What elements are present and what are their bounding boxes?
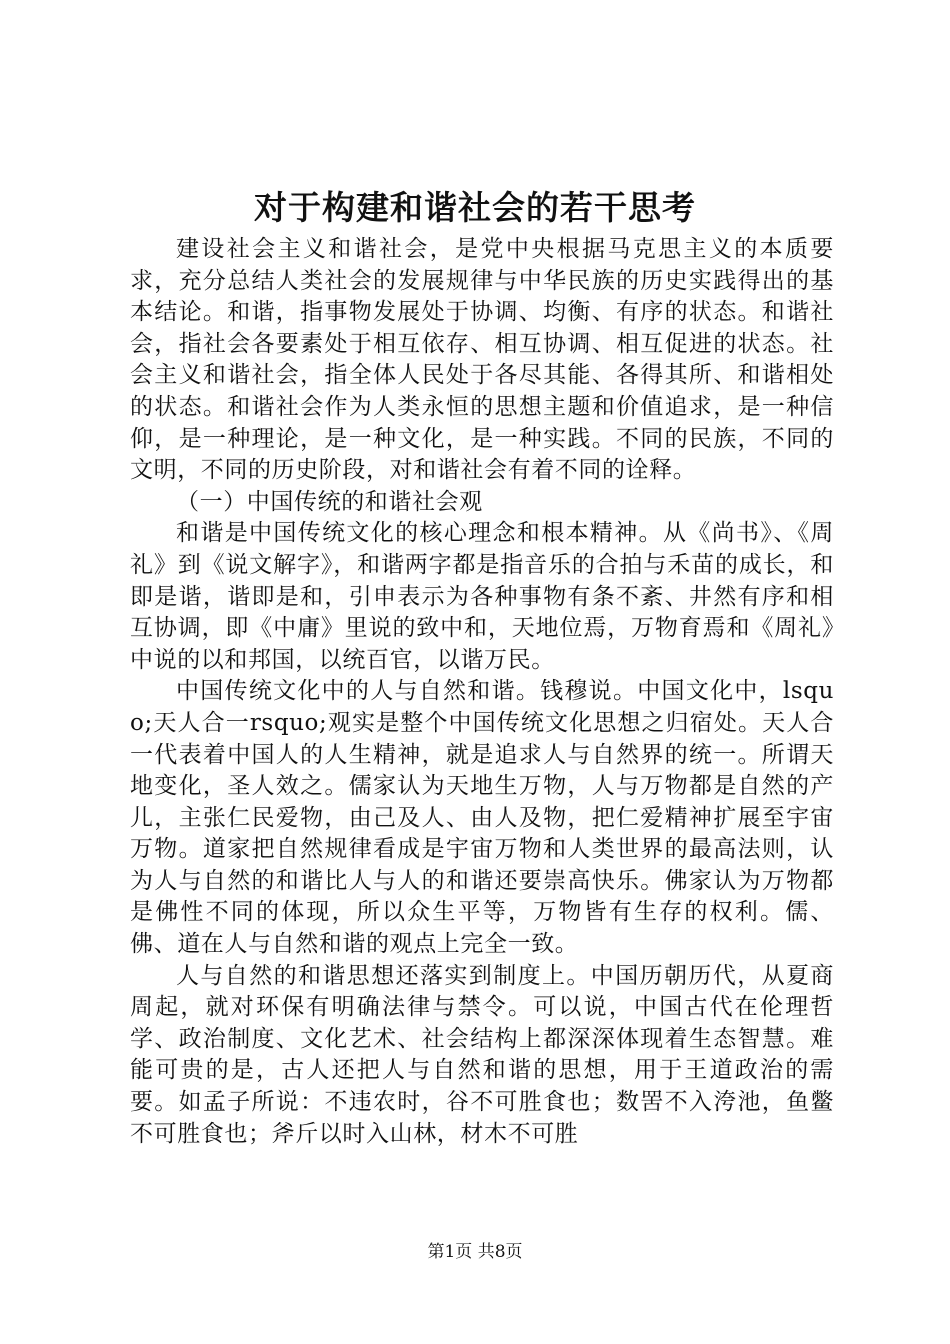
page-number: 第1页 共8页 bbox=[427, 1242, 523, 1262]
paragraph-institutions: 人与自然的和谐思想还落实到制度上。中国历朝历代，从夏商周起，就对环保有明确法律与禁令。可以说，中国古代在伦理哲学、政治制度、文化艺术、社会结构上都深深体现着生态智慧。难能可贵的是，古人还把人与自然和谐的思想，用于王道政治的需要。如孟子所说：不违农时，谷不可胜食也；数罟不入洿池，鱼鳖不可胜食也；斧斤以时入山林，材木不可胜 bbox=[130, 962, 834, 1147]
paragraph-intro: 建设社会主义和谐社会，是党中央根据马克思主义的本质要求，充分总结人类社会的发展规律与中华民族的历史实践得出的基本结论。和谐，指事物发展处于协调、均衡、有序的状态。和谐社会，指社会各要素处于相互依存、相互协调、相互促进的状态。社会主义和谐社会，指全体人民处于各尽其能、各得其所、和谐相处的状态。和谐社会作为人类永恒的思想主题和价值追求，是一种信仰，是一种理论，是一种文化，是一种实践。不同的民族，不同的文明，不同的历史阶段，对和谐社会有着不同的诠释。 bbox=[130, 236, 834, 484]
paragraph-harmony-core: 和谐是中国传统文化的核心理念和根本精神。从《尚书》、《周礼》到《说文解字》，和谐两字都是指音乐的合拍与禾苗的成长，和即是谐，谐即是和，引申表示为各种事物有条不紊、井然有序和相互协调，即《中庸》里说的致中和，天地位焉，万物育焉和《周礼》中说的以和邦国，以统百官，以谐万民。 bbox=[130, 520, 834, 673]
section-heading: （一）中国传统的和谐社会观 bbox=[176, 488, 483, 515]
document-body bbox=[130, 234, 834, 1150]
document-title: 对于构建和谐社会的若干思考 bbox=[254, 188, 696, 227]
paragraph-nature-harmony: 中国传统文化中的人与自然和谐。钱穆说。中国文化中，lsquo;天人合一rsquo;观实是整个中国传统文化思想之归宿处。天人合一代表着中国人的人生精神，就是追求人与自然界的统一。所谓天地变化，圣人效之。儒家认为天地生万物，人与万物都是自然的产儿，主张仁民爱物，由己及人、由人及物，把仁爱精神扩展至宇宙万物。道家把自然规律看成是宇宙万物和人类世界的最高法则，认为人与自然的和谐比人与人的和谐还要崇高快乐。佛家认为万物都是佛性不同的体现，所以众生平等，万物皆有生存的权利。儒、佛、道在人与自然和谐的观点上完全一致。 bbox=[130, 678, 834, 958]
